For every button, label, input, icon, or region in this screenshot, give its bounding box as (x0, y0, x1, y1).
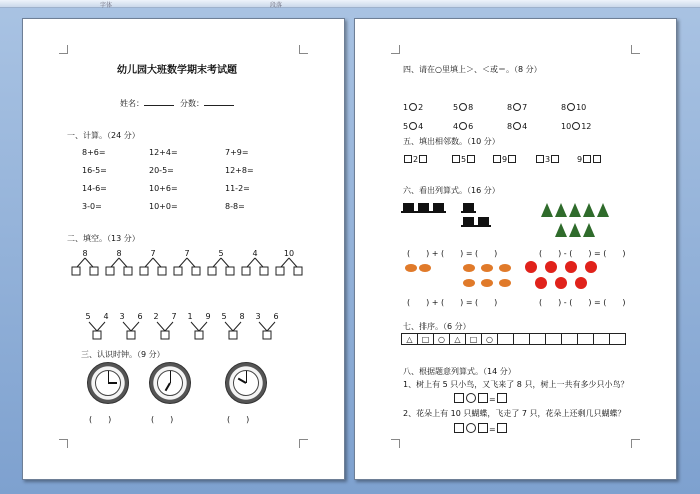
crop-mark (631, 45, 640, 54)
bond-branch (89, 322, 97, 331)
bond-branch (77, 258, 85, 267)
clock-2 (149, 362, 191, 404)
bond-branch (119, 258, 127, 267)
apple-icon (585, 261, 597, 273)
bond-top-number: 7 (184, 249, 190, 258)
bond-bottom-number: 7 (171, 312, 177, 321)
bond-branch (267, 322, 275, 331)
crop-mark (59, 439, 68, 448)
section-4-heading: 四、请在○里填上＞、＜或＝。（8 分） (403, 65, 542, 74)
bond-branch (213, 258, 221, 267)
bond-branch (97, 322, 105, 331)
section-3-heading: 三、认识时钟。（9 分） (81, 350, 165, 359)
score-label: 分数： (180, 99, 204, 108)
bond-bottom-number: 3 (255, 312, 261, 321)
bond-blank (208, 267, 216, 275)
bond-blank (195, 331, 203, 339)
name-blank[interactable] (144, 98, 174, 106)
laptop-icon (403, 203, 414, 211)
calc-problem[interactable]: 3-0= (82, 202, 102, 211)
sequence-cell: ○ (434, 334, 450, 345)
compare-item[interactable]: 5 8 (453, 103, 474, 112)
bond-bottom-number: 5 (85, 312, 91, 321)
section-5-heading: 五、填出相邻数。（10 分） (403, 137, 500, 146)
bond-blank (90, 267, 98, 275)
sequence-cell: □ (466, 334, 482, 345)
laptop-base (401, 211, 416, 213)
crop-mark (59, 45, 68, 54)
bond-top-number: 7 (150, 249, 156, 258)
calc-problem[interactable]: 14-6= (82, 184, 107, 193)
bond-branch (289, 258, 297, 267)
bond-bottom-number: 9 (205, 312, 211, 321)
section-6-heading: 六、看出列算式。（16 分） (403, 186, 500, 195)
calc-problem[interactable]: 11-2= (225, 184, 250, 193)
clock-3 (225, 362, 267, 404)
equation-2[interactable]: ( ) - ( ) = ( ) (539, 249, 626, 258)
bond-top-number: 8 (116, 249, 122, 258)
laptop-base (461, 211, 476, 213)
bond-bottom-number: 8 (239, 312, 245, 321)
neighbor-item[interactable]: 9 (577, 155, 602, 164)
compare-item[interactable]: 8 10 (561, 103, 587, 112)
bonds-top-row (72, 249, 302, 275)
bond-branch (85, 258, 93, 267)
bond-branch (259, 322, 267, 331)
crop-mark (299, 45, 308, 54)
neighbor-item[interactable]: 5 (451, 155, 476, 164)
crop-mark (299, 439, 308, 448)
bond-blank (174, 267, 182, 275)
laptop-base (416, 211, 431, 213)
bond-branch (165, 322, 173, 331)
bond-blank (161, 331, 169, 339)
bond-blank (93, 331, 101, 339)
question-1: 1、树上有 5 只小鸟，又飞来了 8 只，树上一共有多少只小鸟？ (403, 380, 629, 389)
sequence-cell: □ (418, 334, 434, 345)
bond-branch (131, 322, 139, 331)
answer-2[interactable]: = (453, 423, 508, 434)
answer-1[interactable]: = (453, 393, 508, 404)
bond-top-number: 4 (252, 249, 258, 258)
tree-icon (597, 203, 609, 217)
laptop-icon (433, 203, 444, 211)
score-field[interactable] (180, 98, 234, 109)
clock-2-minute-hand (170, 371, 171, 383)
section-8-heading: 八、根据题意列算式。（14 分） (403, 367, 516, 376)
neighbor-item[interactable]: 2 (403, 155, 428, 164)
bond-bottom-number: 6 (273, 312, 279, 321)
compare-item[interactable]: 8 7 (507, 103, 528, 112)
bond-bottom-number: 5 (221, 312, 227, 321)
bond-bottom-number: 4 (103, 312, 109, 321)
sequence-cell[interactable] (530, 334, 546, 345)
page-1 (22, 18, 345, 480)
laptops-left (401, 201, 501, 231)
sequence-cell[interactable] (578, 334, 594, 345)
fish-icon (499, 279, 511, 287)
ruler-label-font: 字体 (100, 2, 113, 9)
sequence-cell: △ (402, 334, 418, 345)
equation-1[interactable]: ( ) + ( ) = ( ) (407, 249, 498, 258)
apples (523, 259, 613, 293)
compare-item[interactable]: 10 12 (561, 122, 592, 131)
calc-problem[interactable]: 8+6= (82, 148, 106, 157)
fish-icon (499, 264, 511, 272)
fish-icon (419, 264, 431, 272)
clock-1-hour-hand (108, 382, 117, 384)
bond-blank (124, 267, 132, 275)
apple-icon (575, 277, 587, 289)
laptop-base (431, 211, 446, 213)
crop-mark (631, 439, 640, 448)
bond-branch (233, 322, 241, 331)
tree-icon (555, 223, 567, 237)
bond-blank (294, 267, 302, 275)
calc-problem[interactable]: 7+9= (225, 148, 249, 157)
bond-blank (106, 267, 114, 275)
bond-branch (153, 258, 161, 267)
page-2 (354, 18, 677, 480)
apple-icon (535, 277, 547, 289)
bond-blank (127, 331, 135, 339)
bond-bottom-number: 3 (119, 312, 125, 321)
neighbor-item[interactable]: 3 (535, 155, 560, 164)
bond-blank (158, 267, 166, 275)
bond-top-number: 8 (82, 249, 88, 258)
calc-problem[interactable]: 8-8= (225, 202, 245, 211)
section-7-heading: 七、排序。（6 分） (403, 322, 471, 331)
tree-icon (583, 223, 595, 237)
fish-icon (463, 264, 475, 272)
compare-item[interactable]: 8 4 (507, 122, 528, 131)
bond-branch (157, 322, 165, 331)
equation-4[interactable]: ( ) - ( ) = ( ) (539, 298, 626, 307)
bond-bottom-number: 2 (153, 312, 159, 321)
bond-bottom-number: 1 (187, 312, 193, 321)
laptop-icon (478, 217, 489, 225)
equation-3[interactable]: ( ) + ( ) = ( ) (407, 298, 498, 307)
bond-blank (242, 267, 250, 275)
sequence-cell[interactable] (546, 334, 562, 345)
sequence-table (401, 333, 626, 345)
laptop-icon (418, 203, 429, 211)
bond-blank (263, 331, 271, 339)
tree-icon (583, 203, 595, 217)
bond-branch (179, 258, 187, 267)
compare-item[interactable]: 4 6 (453, 122, 474, 131)
bond-blank (260, 267, 268, 275)
calc-problem[interactable]: 16-5= (82, 166, 107, 175)
bond-blank (276, 267, 284, 275)
bond-branch (225, 322, 233, 331)
calc-problem[interactable]: 12+4= (149, 148, 178, 157)
ruler-label-paragraph: 段落 (270, 2, 283, 9)
apple-icon (545, 261, 557, 273)
bond-bottom-number: 6 (137, 312, 143, 321)
bond-top-number: 5 (218, 249, 224, 258)
compare-item[interactable]: 1 2 (403, 103, 424, 112)
clock-1-answer[interactable]: ( ) (89, 415, 112, 424)
sequence-cell[interactable] (594, 334, 610, 345)
section-2-heading: 二、填空。（13 分） (67, 234, 140, 243)
calc-problem[interactable]: 10+6= (149, 184, 178, 193)
laptop-icon (463, 217, 474, 225)
fish-icon (481, 279, 493, 287)
clock-3-minute-hand (246, 371, 247, 383)
fishes (403, 261, 523, 291)
number-bonds (63, 247, 313, 342)
bond-branch (199, 322, 207, 331)
bond-blank (226, 267, 234, 275)
sequence-cell: △ (450, 334, 466, 345)
bond-blank (140, 267, 148, 275)
bond-blank (192, 267, 200, 275)
bonds-bottom-row (85, 312, 278, 339)
calc-problem[interactable]: 20-5= (149, 166, 174, 175)
bond-branch (281, 258, 289, 267)
compare-item[interactable]: 5 4 (403, 122, 424, 131)
ruler (0, 0, 700, 8)
fish-icon (481, 264, 493, 272)
sequence-cell[interactable] (498, 334, 514, 345)
bond-blank (229, 331, 237, 339)
sequence-cell[interactable] (514, 334, 530, 345)
bond-branch (247, 258, 255, 267)
bond-branch (255, 258, 263, 267)
score-blank[interactable] (204, 98, 234, 106)
sequence-cell[interactable] (610, 334, 626, 345)
bond-branch (221, 258, 229, 267)
calc-problem[interactable]: 10+0= (149, 202, 178, 211)
tree-icon (569, 203, 581, 217)
apple-icon (555, 277, 567, 289)
clock-2-answer[interactable]: ( ) (151, 415, 174, 424)
crop-mark (391, 439, 400, 448)
bond-branch (111, 258, 119, 267)
sequence-cell: ○ (482, 334, 498, 345)
neighbor-item[interactable]: 9 (492, 155, 517, 164)
apple-icon (525, 261, 537, 273)
bond-branch (145, 258, 153, 267)
clock-3-answer[interactable]: ( ) (227, 415, 250, 424)
section-1-heading: 一、计算。（24 分） (67, 131, 140, 140)
crop-mark (391, 45, 400, 54)
laptop-base (461, 225, 476, 227)
laptop-icon (463, 203, 474, 211)
sequence-cell[interactable] (562, 334, 578, 345)
clock-1-minute-hand (108, 371, 109, 383)
page-title: 幼儿园大班数学期末考试题 (117, 65, 237, 76)
calc-problem[interactable]: 12+8= (225, 166, 254, 175)
question-2: 2、花朵上有 10 只蝴蝶，飞走了 7 只，花朵上还剩几只蝴蝶？ (403, 409, 626, 418)
clock-1 (87, 362, 129, 404)
bond-branch (191, 322, 199, 331)
tree-icon (541, 203, 553, 217)
laptop-base (476, 225, 491, 227)
bond-top-number: 10 (283, 249, 295, 258)
name-field[interactable] (120, 98, 174, 109)
tree-icon (555, 203, 567, 217)
fish-icon (463, 279, 475, 287)
apple-icon (565, 261, 577, 273)
fish-icon (405, 264, 417, 272)
trees (541, 203, 621, 243)
bond-branch (123, 322, 131, 331)
name-label: 姓名： (120, 99, 144, 108)
bond-blank (72, 267, 80, 275)
bond-branch (187, 258, 195, 267)
tree-icon (569, 223, 581, 237)
